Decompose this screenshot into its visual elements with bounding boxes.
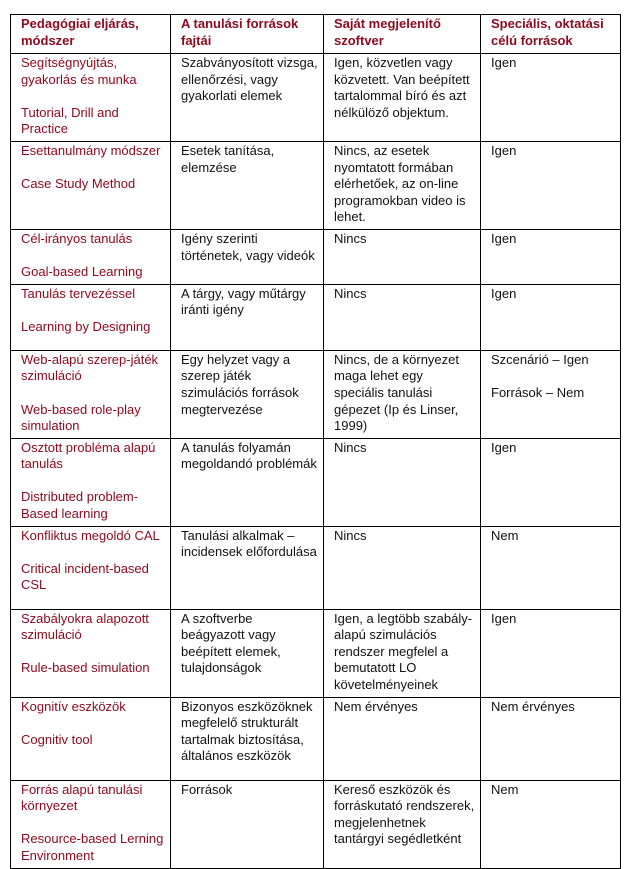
software-cell: Nem érvényes xyxy=(324,697,481,780)
special-cell xyxy=(481,284,621,350)
spacer xyxy=(491,368,615,385)
special-value: Források – Nem xyxy=(491,384,585,400)
method-name-en: Distributed problem-Based learning xyxy=(21,489,139,522)
resources-cell: Tanulási alkalmak – incidensek előfordulása xyxy=(171,526,324,609)
software-cell: Nincs, az esetek nyomtatott formában elérhetőek, az on-line programokban video is lehet. xyxy=(324,141,481,229)
table-row xyxy=(11,350,621,438)
method-name-en: Learning by Designing xyxy=(21,318,151,334)
spacer xyxy=(21,248,165,265)
resources-cell: A szoftverbe beágyazott vagy beépített elemek, tulajdonságok xyxy=(171,609,324,697)
spacer xyxy=(21,302,165,319)
spacer xyxy=(21,160,165,177)
table-row xyxy=(11,526,621,609)
resources-cell: Szabványosított vizsga, ellenőrzési, vagy gyakorlati elemek xyxy=(171,54,324,142)
table-row xyxy=(11,141,621,229)
special-value: Szcenárió – Igen xyxy=(491,351,589,367)
method-name-hu: Forrás alapú tanulási környezet xyxy=(21,781,143,814)
table-row xyxy=(11,609,621,697)
table-row xyxy=(11,229,621,284)
method-name-hu: Szabályokra alapozott szimuláció xyxy=(21,610,149,643)
method-name-en: Cognitiv tool xyxy=(21,731,93,747)
special-cell xyxy=(481,350,621,438)
header-special: Speciális, oktatási célú források xyxy=(481,15,621,54)
special-cell xyxy=(481,438,621,526)
method-name-en: Critical incident-based CSL xyxy=(21,560,149,593)
special-cell xyxy=(481,609,621,697)
header-row xyxy=(11,15,621,54)
special-cell xyxy=(481,229,621,284)
method-cell xyxy=(11,697,171,780)
method-cell xyxy=(11,526,171,609)
resources-cell: Esetek tanítása, elemzése xyxy=(171,141,324,229)
method-name-hu: Osztott probléma alapú tanulás xyxy=(21,439,156,472)
resource-table xyxy=(10,14,621,869)
method-cell xyxy=(11,141,171,229)
header-method: Pedagógiai eljárás, módszer xyxy=(11,15,171,54)
special-value: Igen xyxy=(491,285,517,301)
method-name-en: Rule-based simulation xyxy=(21,660,150,676)
table-row xyxy=(11,54,621,142)
method-name-hu: Kognitív eszközök xyxy=(21,698,126,714)
software-cell: Nincs xyxy=(324,526,481,609)
method-cell xyxy=(11,229,171,284)
resources-cell: Források xyxy=(171,780,324,868)
special-cell xyxy=(481,780,621,868)
table-row xyxy=(11,438,621,526)
special-value: Igen xyxy=(491,439,517,455)
method-name-en: Resource-based Lerning Environment xyxy=(21,831,164,863)
software-cell: Igen, a legtöbb szabály-alapú szimulációs rendszer megfelel a bemutatott LO követelményeinek xyxy=(324,609,481,697)
special-value: Igen xyxy=(491,230,517,246)
special-value: Nem xyxy=(491,527,519,543)
special-value: Nem érvényes xyxy=(491,698,575,714)
method-cell xyxy=(11,350,171,438)
method-name-hu: Cél-irányos tanulás xyxy=(21,230,133,246)
spacer xyxy=(21,715,165,732)
method-name-hu: Esettanulmány módszer xyxy=(21,142,161,158)
method-name-en: Web-based role-play simulation xyxy=(21,401,141,434)
spacer xyxy=(21,88,165,105)
resources-cell: Egy helyzet vagy a szerep játék szimulációs források megtervezése xyxy=(171,350,324,438)
method-name-hu: Segítségnyújtás, gyakorlás és munka xyxy=(21,55,137,87)
method-name-en: Case Study Method xyxy=(21,176,136,192)
special-cell xyxy=(481,526,621,609)
method-cell xyxy=(11,438,171,526)
resources-cell: Igény szerinti történetek, vagy videók xyxy=(171,229,324,284)
spacer xyxy=(21,644,165,661)
special-value: Nem xyxy=(491,781,519,797)
method-cell xyxy=(11,284,171,350)
spacer xyxy=(21,815,165,832)
special-cell xyxy=(481,697,621,780)
resources-cell: A tárgy, vagy műtárgy iránti igény xyxy=(171,284,324,350)
software-cell: Nincs, de a környezet maga lehet egy speciális tanulási gépezet (Ip és Linser, 1999) xyxy=(324,350,481,438)
special-value: Igen xyxy=(491,55,517,70)
method-name-en: Tutorial, Drill and Practice xyxy=(21,104,119,137)
software-cell: Kereső eszközök és forráskutató rendszerek, megjelenhetnek tantárgyi segédletként xyxy=(324,780,481,868)
special-value: Igen xyxy=(491,610,517,626)
software-cell: Igen, közvetlen vagy közvetett. Van beépített tartalommal bíró és azt nélkülöző objektum. xyxy=(324,54,481,142)
resources-cell: A tanulás folyamán megoldandó problémák xyxy=(171,438,324,526)
software-cell: Nincs xyxy=(324,284,481,350)
resources-cell: Bizonyos eszközöknek megfelelő strukturált tartalmak biztosítása, általános eszközök xyxy=(171,697,324,780)
method-name-en: Goal-based Learning xyxy=(21,264,143,280)
table-row xyxy=(11,284,621,350)
special-cell xyxy=(481,54,621,142)
spacer xyxy=(21,544,165,561)
method-cell xyxy=(11,609,171,697)
spacer xyxy=(21,473,165,490)
special-cell xyxy=(481,141,621,229)
table-body xyxy=(11,54,621,869)
method-name-hu: Konfliktus megoldó CAL xyxy=(21,527,160,543)
table-row xyxy=(11,780,621,868)
method-cell xyxy=(11,780,171,868)
table-row xyxy=(11,697,621,780)
header-resources: A tanulási források fajtái xyxy=(171,15,324,54)
header-software: Saját megjelenítő szoftver xyxy=(324,15,481,54)
method-name-hu: Web-alapú szerep-játék szimuláció xyxy=(21,351,159,384)
special-value: Igen xyxy=(491,142,517,158)
spacer xyxy=(21,385,165,402)
method-cell xyxy=(11,54,171,142)
software-cell: Nincs xyxy=(324,438,481,526)
method-name-hu: Tanulás tervezéssel xyxy=(21,285,136,301)
software-cell: Nincs xyxy=(324,229,481,284)
